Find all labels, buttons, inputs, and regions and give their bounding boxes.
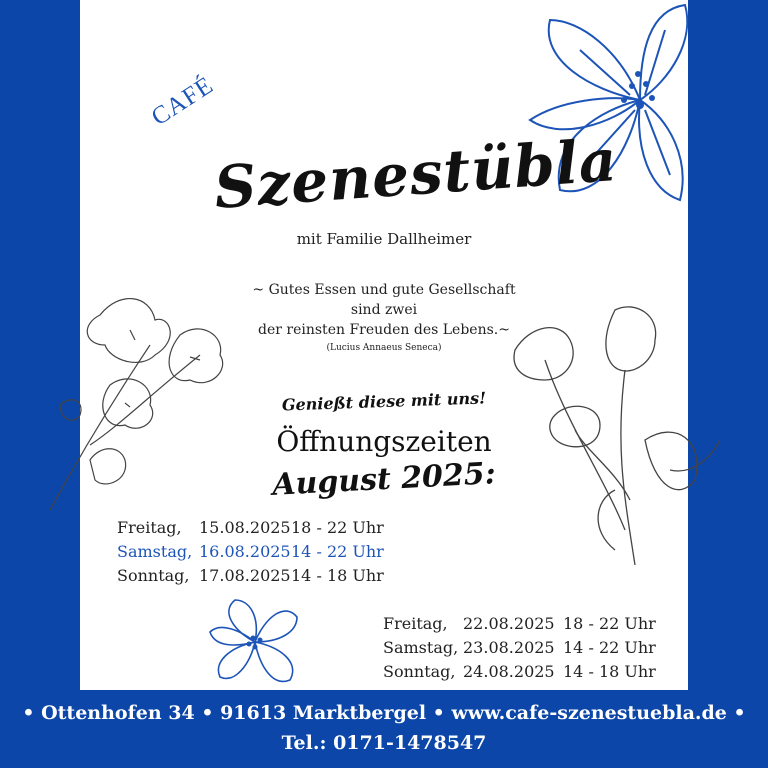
schedule-time: 18 - 22 Uhr bbox=[563, 614, 656, 633]
schedule-row bbox=[383, 636, 656, 660]
schedule-day: Samstag, bbox=[383, 638, 459, 657]
footer-phone: Tel.: 0171-1478547 bbox=[281, 732, 487, 754]
schedule-time: 14 - 18 Uhr bbox=[563, 662, 656, 681]
schedule-day: Sonntag, bbox=[383, 662, 456, 681]
schedule-time: 14 - 22 Uhr bbox=[563, 638, 656, 657]
slogan: Genießt diese mit uns! bbox=[281, 388, 487, 415]
cafe-label: CAFÉ bbox=[146, 71, 219, 132]
schedule-day: Freitag, bbox=[117, 518, 182, 537]
schedule-day: Freitag, bbox=[383, 614, 448, 633]
schedule-date: 22.08.2025 bbox=[463, 614, 555, 633]
schedule-date: 17.08.2025 bbox=[199, 566, 291, 585]
schedule-date: 23.08.2025 bbox=[463, 638, 555, 657]
schedule-day: Samstag, bbox=[117, 542, 193, 561]
schedule-left bbox=[117, 516, 384, 588]
schedule-time: 14 - 22 Uhr bbox=[291, 542, 384, 561]
schedule-row bbox=[383, 612, 656, 636]
quote bbox=[80, 280, 688, 340]
quote-line-1: ~ Gutes Essen und gute Gesellschaft bbox=[252, 282, 516, 298]
schedule-time: 18 - 22 Uhr bbox=[291, 518, 384, 537]
cafe-name: Szenestübla bbox=[212, 126, 620, 222]
subtitle: mit Familie Dallheimer bbox=[296, 230, 472, 248]
small-blue-flower-icon bbox=[205, 592, 305, 690]
schedule-right bbox=[383, 612, 656, 684]
schedule-row bbox=[117, 564, 384, 588]
schedule-row bbox=[117, 516, 384, 540]
footer-address: • Ottenhofen 34 • 91613 Marktbergel • www.cafe-szenestuebla.de • bbox=[22, 702, 746, 724]
schedule-row bbox=[117, 540, 384, 564]
schedule-row bbox=[383, 660, 656, 684]
hours-title: Öffnungszeiten bbox=[276, 425, 492, 458]
schedule-date: 16.08.2025 bbox=[199, 542, 291, 561]
quote-line-2: sind zwei bbox=[350, 302, 418, 318]
schedule-date: 24.08.2025 bbox=[463, 662, 555, 681]
schedule-day: Sonntag, bbox=[117, 566, 190, 585]
hours-month: August 2025: bbox=[271, 456, 497, 503]
quote-author: (Lucius Annaeus Seneca) bbox=[326, 343, 442, 353]
schedule-time: 14 - 18 Uhr bbox=[291, 566, 384, 585]
quote-line-3: der reinsten Freuden des Lebens.~ bbox=[258, 322, 510, 338]
schedule-date: 15.08.2025 bbox=[199, 518, 291, 537]
